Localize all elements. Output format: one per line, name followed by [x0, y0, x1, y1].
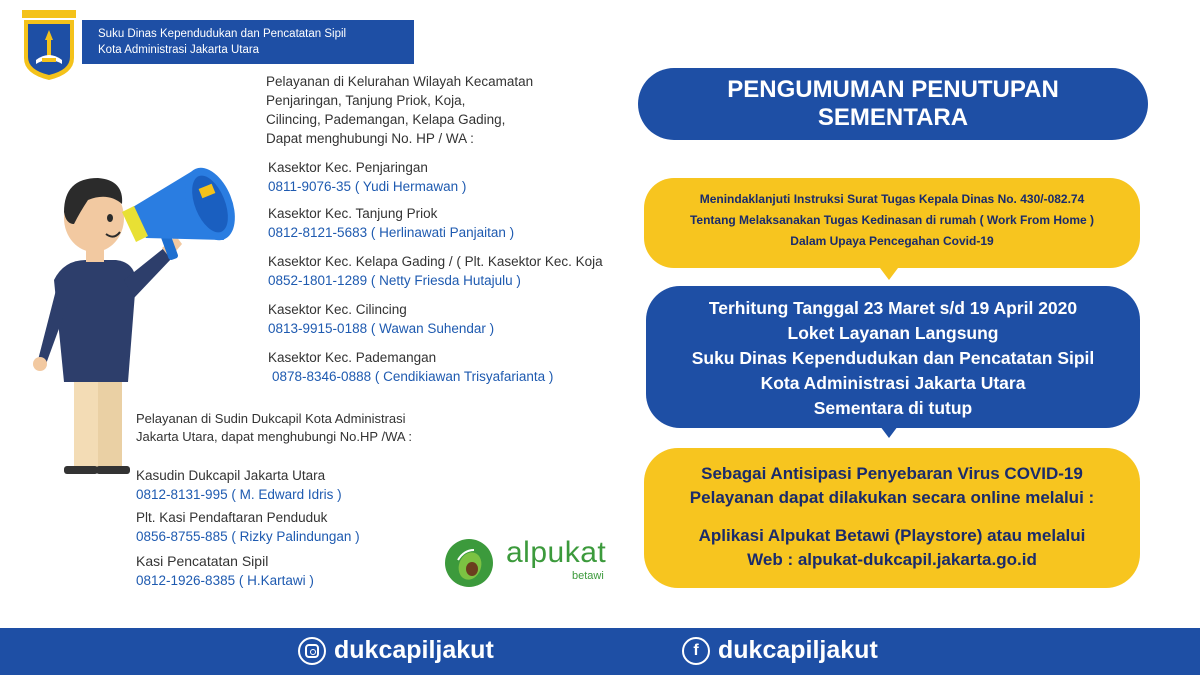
intro-line: Cilincing, Pademangan, Kelapa Gading,	[266, 112, 506, 127]
jakarta-emblem-logo	[20, 10, 78, 82]
contact-role: Kasektor Kec. Kelapa Gading / ( Plt. Kasektor Kec. Koja	[268, 254, 603, 269]
kasektor-contact	[268, 348, 553, 386]
speech-tail	[880, 426, 898, 438]
contact-role: Kasektor Kec. Cilincing	[268, 302, 407, 317]
sudin-contact	[136, 552, 314, 590]
instruction-line: Menindaklanjuti Instruksi Surat Tugas Kepala Dinas No. 430/-082.74	[699, 192, 1085, 206]
instagram-icon	[298, 637, 326, 665]
kasektor-contact	[268, 300, 494, 338]
closure-line: Suku Dinas Kependudukan dan Pencatatan Sipil	[691, 348, 1095, 368]
closure-line: Terhitung Tanggal 23 Maret s/d 19 April 2020	[708, 298, 1078, 318]
footer-bar	[0, 628, 1200, 675]
contact-number: 0878-8346-0888 ( Cendikiawan Trisyafarianta )	[272, 369, 554, 384]
contact-role: Kasektor Kec. Penjaringan	[268, 160, 428, 175]
alpukat-wordmark: alpukat	[506, 536, 607, 569]
closure-box	[646, 286, 1140, 428]
title-line: SEMENTARA	[817, 104, 969, 131]
sudin-intro	[136, 410, 466, 446]
title-line: PENGUMUMAN PENUTUPAN	[727, 76, 1059, 103]
facebook-icon: f	[682, 637, 710, 665]
sudin-intro-line: Pelayanan di Sudin Dukcapil Kota Administrasi	[136, 411, 406, 426]
contact-number: 0812-8121-5683 ( Herlinawati Panjaitan )	[268, 225, 515, 240]
contact-number: 0856-8755-885 ( Rizky Palindungan )	[136, 529, 360, 544]
alpukat-subtitle: betawi	[572, 570, 604, 582]
facebook-handle[interactable]	[682, 636, 878, 665]
kasektor-contact	[268, 158, 466, 196]
intro-line: Pelayanan di Kelurahan Wilayah Kecamatan	[266, 74, 534, 89]
contact-role: Kasektor Kec. Pademangan	[268, 350, 437, 365]
instruction-box	[644, 178, 1140, 268]
intro-line: Penjaringan, Tanjung Priok, Koja,	[266, 93, 466, 108]
header-line-1: Suku Dinas Kependudukan dan Pencatatan Sipil	[98, 28, 347, 40]
kelurahan-intro	[266, 72, 596, 148]
intro-line: Dapat menghubungi No. HP / WA :	[266, 131, 474, 146]
alpukat-app-icon	[444, 538, 494, 588]
instruction-line: Tentang Melaksanakan Tugas Kedinasan di rumah ( Work From Home )	[689, 213, 1095, 227]
kasektor-contact	[268, 252, 603, 290]
online-line: Sebagai Antisipasi Penyebaran Virus COVID-19	[701, 464, 1083, 483]
contact-number: 0852-1801-1289 ( Netty Friesda Hutajulu )	[268, 273, 521, 288]
contact-number: 0812-1926-8385 ( H.Kartawi )	[136, 573, 314, 588]
sudin-intro-line: Jakarta Utara, dapat menghubungi No.HP /WA :	[136, 429, 413, 444]
contact-role: Kasudin Dukcapil Jakarta Utara	[136, 468, 326, 483]
header-line-2: Kota Administrasi Jakarta Utara	[98, 44, 260, 56]
kasektor-contact	[268, 204, 514, 242]
contact-role: Kasi Pencatatan Sipil	[136, 553, 269, 569]
sudin-contact	[136, 466, 342, 504]
closure-line: Kota Administrasi Jakarta Utara	[760, 373, 1026, 393]
instruction-line: Dalam Upaya Pencegahan Covid-19	[790, 234, 994, 248]
sudin-contact	[136, 508, 360, 546]
online-detail-line: Web : alpukat-dukcapil.jakarta.go.id	[747, 550, 1037, 569]
contact-number: 0813-9915-0188 ( Wawan Suhendar )	[268, 321, 495, 336]
contact-number: 0811-9076-35 ( Yudi Hermawan )	[268, 179, 467, 194]
online-service-box	[644, 448, 1140, 588]
header-banner	[82, 20, 414, 64]
contact-role: Kasektor Kec. Tanjung Priok	[268, 206, 438, 221]
contact-number: 0812-8131-995 ( M. Edward Idris )	[136, 487, 342, 502]
instagram-handle[interactable]	[298, 636, 494, 665]
facebook-handle-text: dukcapiljakut	[718, 636, 878, 664]
instagram-handle-text: dukcapiljakut	[334, 636, 494, 664]
announcement-title	[638, 68, 1148, 140]
closure-line: Loket Layanan Langsung	[787, 323, 999, 343]
closure-line: Sementara di tutup	[813, 398, 973, 418]
online-line: Pelayanan dapat dilakukan secara online melalui :	[689, 488, 1095, 507]
speech-tail	[880, 268, 898, 280]
online-detail-line: Aplikasi Alpukat Betawi (Playstore) atau melalui	[698, 526, 1086, 545]
contact-role: Plt. Kasi Pendaftaran Penduduk	[136, 510, 328, 525]
